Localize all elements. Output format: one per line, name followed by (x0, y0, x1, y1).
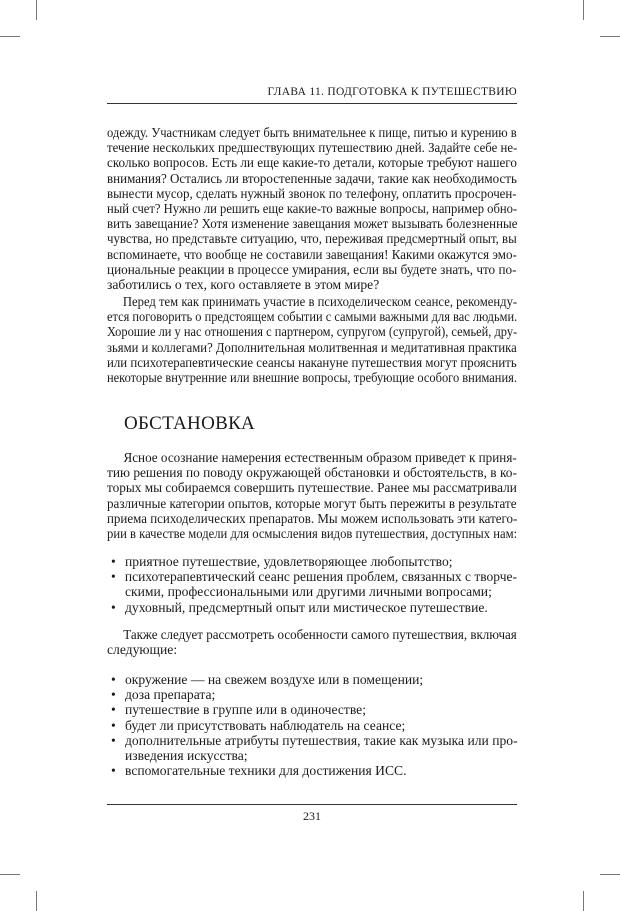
footer-rule (107, 804, 517, 805)
text-line: некоторые внутренние или внешние вопросы, требующие особого внимания. (107, 369, 517, 385)
bullet-icon: • (111, 672, 116, 687)
list-item-line (107, 672, 517, 687)
text-line: следующие: (107, 642, 178, 658)
list-item-text: вспомогательные техники для достижения ИСС. (125, 763, 407, 779)
list-item-text: скими, профессиональными или другими личными вопросами; (125, 584, 492, 600)
list-item-line (107, 702, 517, 717)
list-item-text: дополнительные атрибуты путешествия, такие как музыка или про- (125, 732, 518, 748)
text-line: или психотерапевтические сеансы накануне путешествия могут прояснить (107, 354, 517, 370)
list-item-text: психотерапевтический сеанс решения проблем, связанных с творче- (124, 569, 517, 585)
text-line: чувства, но представьте ситуацию, что, переживая предсмертный опыт, вы (107, 231, 517, 247)
list-item-text: приятное путешествие, удовлетворяющее любопытство; (125, 554, 453, 569)
text-line: вынести мусор, сделать нужный звонок по телефону, оплатить просрочен- (107, 185, 517, 201)
list-item-text: изведения искусства; (125, 747, 248, 763)
text-line: торых мы собираемся совершить путешествие. Ранее мы рассматривали (107, 480, 517, 496)
text-line: ный счет? Нужно ли решить еще какие-то важные вопросы, например обно- (107, 200, 518, 216)
list-item-text: путешествие в группе или в одиночестве; (125, 702, 366, 718)
list-item-line (107, 584, 517, 599)
bullet-icon: • (111, 702, 116, 718)
text-line: внимания? Остались ли второстепенные задачи, такие как необходимость (107, 170, 517, 186)
list-item-line (107, 733, 517, 748)
crop-mark (0, 874, 20, 875)
bullet-icon: • (110, 569, 116, 585)
bullet-icon: • (111, 732, 116, 748)
paragraph-4 (107, 627, 517, 657)
page-number: 231 (303, 809, 321, 823)
bullet-icon: • (111, 717, 116, 733)
text-line: различные категории опытов, которые могут быть пережиты в результате (107, 495, 517, 511)
crop-mark (36, 891, 37, 911)
bullet-list-2 (107, 672, 517, 778)
text-line: сколько вопросов. Есть ли еще какие-то детали, которые требуют нашего (107, 155, 517, 171)
crop-mark (583, 891, 584, 911)
text-line: тию решения по поводу окружающей обстановки и обстоятельств, в ко- (107, 465, 517, 481)
text-line: приема психоделических препаратов. Мы можем использовать эти катего- (107, 510, 518, 526)
list-item-line (107, 687, 517, 702)
crop-mark (583, 0, 584, 20)
text-line: вспоминаете, что вообще не составили завещания! Какими окажутся эмо- (107, 246, 517, 262)
list-item-text: окружение — на свежем воздухе или в помещении; (125, 672, 424, 687)
crop-mark (600, 874, 620, 875)
text-line: рии в качестве модели для осмысления видов путешествия, доступных нам: (107, 525, 518, 541)
header-rule (107, 103, 517, 104)
paragraph-2 (107, 294, 517, 385)
list-item-line (107, 569, 517, 585)
bullet-icon: • (111, 687, 116, 703)
list-item-line (107, 763, 517, 778)
list-item-line (107, 600, 517, 615)
paragraph-1 (107, 125, 517, 292)
list-item-text: доза препарата; (125, 687, 216, 703)
text-line: Перед тем как принимать участие в психоделическом сеансе, рекоменду- (122, 294, 518, 309)
text-line: Хорошие ли у нас отношения с партнером, супругом (супругой), семьей, дру- (107, 324, 518, 340)
list-item-line (107, 718, 517, 733)
section-heading: ОБСТАНОВКА (124, 413, 256, 434)
list-item-text: духовный, предсмертный опыт или мистическое путешествие. (125, 599, 488, 615)
crop-mark (600, 36, 620, 37)
crop-mark (36, 0, 37, 20)
paragraph-3 (107, 450, 517, 541)
list-item-line (107, 554, 517, 569)
text-line: течение нескольких предшествующих путешествию дней. Задайте себе не- (107, 140, 518, 156)
bullet-icon: • (111, 599, 116, 615)
text-line: циональные реакции в процессе умирания, если вы будете знать, что по- (107, 261, 517, 277)
running-header: ГЛАВА 11. ПОДГОТОВКА К ПУТЕШЕСТВИЮ (267, 86, 517, 98)
text-line: Также следует рассмотреть особенности самого путешествия, включая (123, 627, 517, 642)
bullet-icon: • (111, 554, 116, 569)
text-line: зьями и коллегами? Дополнительная молитвенная и медитативная практика (107, 339, 517, 355)
text-line: одежду. Участникам следует быть внимательнее к пище, питью и курению в (107, 125, 517, 140)
text-line: вить завещание? Хотя изменение завещания может вызывать болезненные (107, 216, 518, 232)
bullet-list-1 (107, 554, 517, 615)
list-item-line (107, 748, 517, 763)
text-line: Ясное осознание намерения естественным образом приведет к приня- (123, 450, 517, 465)
text-line: ется поговорить о предстоящем событии с самыми важными для вас людьми. (107, 309, 518, 325)
crop-mark (0, 36, 20, 37)
list-item-text: будет ли присутствовать наблюдатель на сеансе; (125, 717, 406, 733)
bullet-icon: • (111, 763, 116, 779)
text-line: заботились о тех, кого оставляете в этом мире? (107, 276, 380, 292)
